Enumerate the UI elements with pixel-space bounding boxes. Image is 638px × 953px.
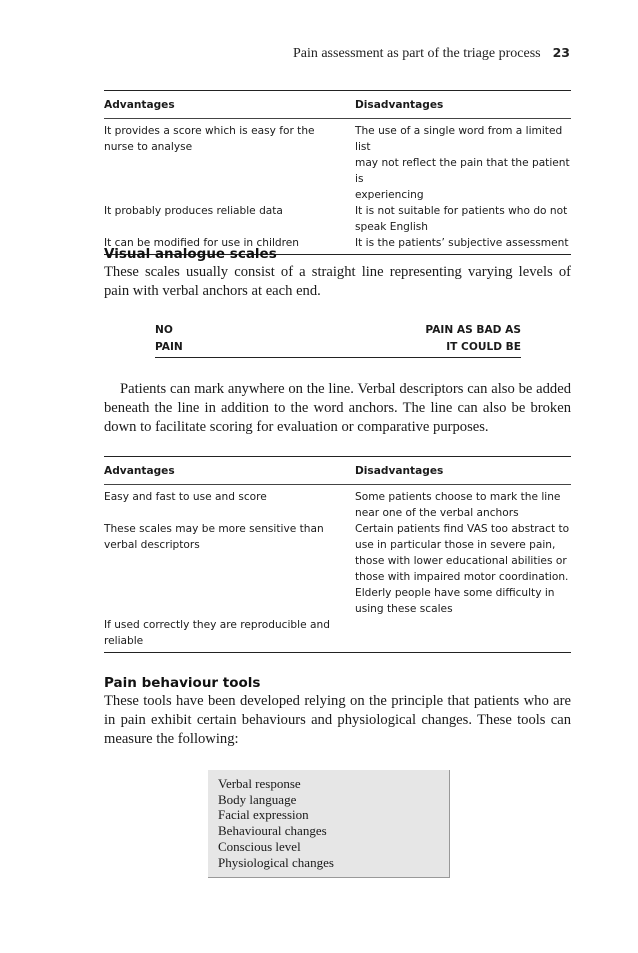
vas-left-anchor-line1: NO [155, 324, 173, 336]
cell-line: Easy and fast to use and score [104, 491, 267, 503]
visual-analogue-scale [155, 322, 521, 358]
cell-line: using these scales [355, 603, 453, 615]
vas-left-anchor-line2: PAIN [155, 341, 183, 353]
cell-line: It can be modified for use in children [104, 237, 299, 249]
verbal-descriptor-table [104, 90, 571, 255]
measures-box [208, 770, 450, 878]
cell-line: near one of the verbal anchors [355, 507, 519, 519]
vas-right-anchor-line1: PAIN AS BAD AS [425, 324, 521, 336]
cell-line: Certain patients find VAS too abstract to [355, 523, 570, 535]
header-disadvantages: Disadvantages [355, 465, 444, 477]
table-header-row [104, 91, 571, 119]
table-body [104, 485, 571, 652]
section-heading-vas: Visual analogue scales [104, 246, 277, 262]
running-head-title: Pain assessment as part of the triage process [292, 46, 541, 61]
table-header-row [104, 457, 571, 485]
list-item: Behavioural changes [218, 823, 327, 839]
table-row [104, 521, 571, 617]
cell-line: If used correctly they are reproducible and [104, 619, 330, 631]
cell-line: These scales may be more sensitive than [104, 523, 324, 535]
cell-line: those with lower educational abilities or [355, 555, 567, 567]
cell-line: It provides a score which is easy for the [104, 125, 315, 137]
vas-table [104, 456, 571, 653]
paragraph-vas-marking: Patients can mark anywhere on the line. Verbal descriptors can also be added beneath the line in addition to the word anchors. The line can also be broken down to facilitate scoring for evaluation or comparative purposes. [104, 381, 571, 435]
cell-line: may not reflect the pain that the patient is [355, 157, 570, 185]
cell-line: use in particular those in severe pain, [355, 539, 556, 551]
cell-line: those with impaired motor coordination. [355, 571, 569, 583]
paragraph-vas-intro: These scales usually consist of a straight line representing varying levels of pain with verbal anchors at each end. [104, 264, 571, 299]
cell-line: Some patients choose to mark the line [355, 491, 561, 503]
header-disadvantages: Disadvantages [355, 99, 444, 111]
list-item: Verbal response [218, 776, 301, 791]
list-item: Facial expression [218, 807, 309, 823]
vas-right-anchor-line2: IT COULD BE [446, 341, 521, 353]
header-advantages: Advantages [104, 99, 175, 111]
cell-line: reliable [104, 635, 144, 647]
list-item: Body language [218, 791, 297, 807]
cell-line: It probably produces reliable data [104, 205, 283, 217]
cell-line: It is the patients’ subjective assessment [355, 237, 569, 249]
table-row [104, 489, 571, 521]
table-row [104, 617, 571, 649]
cell-line: verbal descriptors [104, 539, 200, 551]
running-head [293, 45, 570, 62]
cell-line: nurse to analyse [104, 141, 193, 153]
section-heading-behaviour: Pain behaviour tools [104, 675, 261, 691]
table-row [104, 203, 571, 235]
page-number: 23 [552, 45, 570, 60]
header-advantages: Advantages [104, 465, 175, 477]
cell-line: It is not suitable for patients who do not [355, 205, 568, 217]
cell-line: Elderly people have some difficulty in [355, 587, 555, 599]
cell-line: The use of a single word from a limited list [355, 125, 563, 153]
list-item: Physiological changes [218, 854, 334, 870]
table-row [104, 123, 571, 203]
table-bottom-rule [104, 652, 571, 653]
cell-line: speak English [355, 221, 429, 233]
paragraph-behaviour-intro: These tools have been developed relying on the principle that patients who are in pain exhibit certain behaviours and physiological changes. These tools can measure the following: [104, 693, 571, 747]
cell-line: experiencing [355, 189, 424, 201]
table-body [104, 119, 571, 254]
list-item: Conscious level [218, 838, 301, 854]
vas-line [155, 357, 521, 358]
